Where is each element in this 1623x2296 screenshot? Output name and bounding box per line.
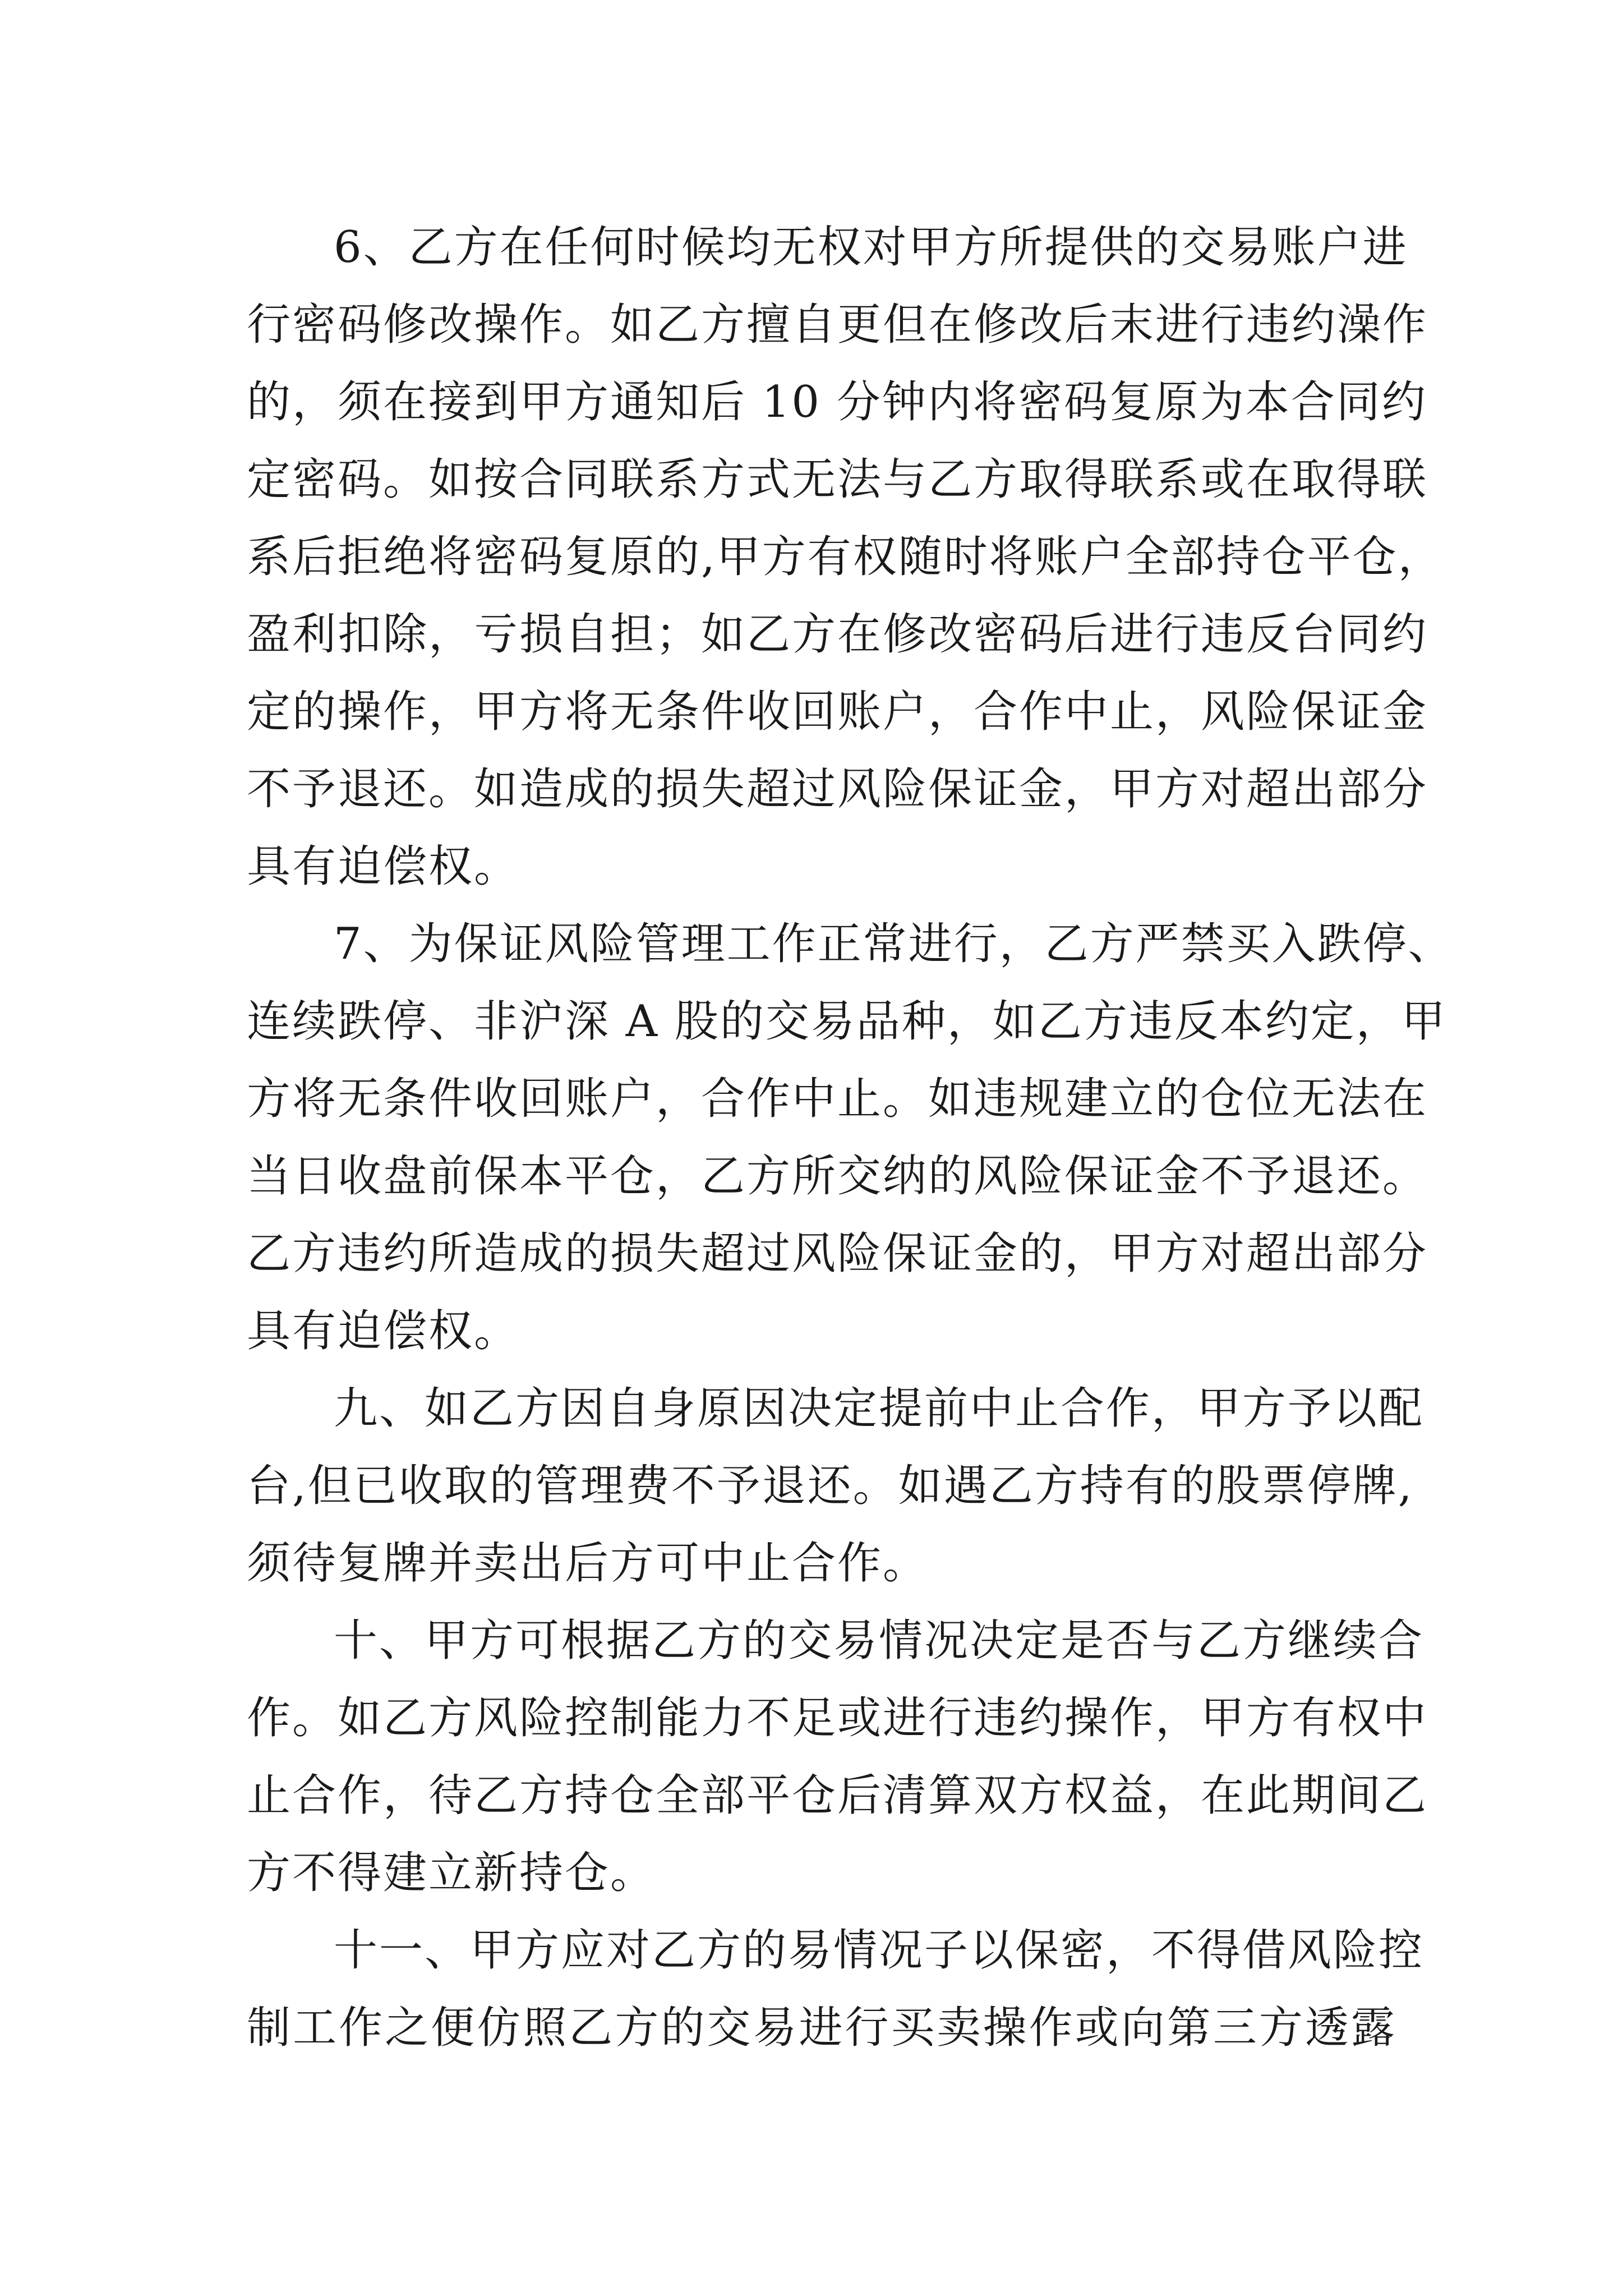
text-line: 作。如乙方风险控制能力不足或进行违约操作，甲方有权中 [247, 1693, 1428, 1743]
text-line: 十一、甲方应对乙方的易情况子以保密，不得借风险控 [334, 1925, 1424, 1976]
text-line: 系后拒绝将密码复原的,甲方有权随时将账户全部持仓平仓， [247, 532, 1444, 582]
text-line: 7、为保证风险管理工作正常进行，乙方严禁买入跌停、 [334, 919, 1454, 969]
paragraph-clause-11 [247, 1912, 1424, 2067]
text-line: 台,但已收取的管理费不予退还。如遇乙方持有的股票停牌, [247, 1461, 1414, 1511]
text-line: 具有迫偿权。 [247, 1306, 520, 1356]
text-line: 定的操作，甲方将无条件收回账户，合作中止，风险保证金 [247, 687, 1428, 737]
paragraph-clause-10 [247, 1602, 1428, 1912]
text-line: 6、乙方在任何时候均无权对甲方所提供的交易账户进 [334, 222, 1408, 273]
paragraph-clause-7 [247, 905, 1454, 1370]
text-line: 方不得建立新持仓。 [247, 1848, 656, 1898]
text-line: 当日收盘前保本平仓，乙方所交纳的风险保证金不予退还。 [247, 1151, 1428, 1202]
text-line: 定密码。如按合同联系方式无法与乙方取得联系或在取得联 [247, 454, 1428, 505]
text-line: 盈利扣除，亏损自担；如乙方在修改密码后进行违反台同约 [247, 609, 1428, 660]
text-line: 十、甲方可根据乙方的交易情况决定是否与乙方继续合 [334, 1616, 1424, 1666]
text-line: 行密码修改操作。如乙方擅自更但在修改后末进行违约澡作 [247, 300, 1428, 350]
text-line: 止合作，待乙方持仓全部平仓后清算双方权益，在此期间乙 [247, 1770, 1428, 1821]
text-line: 方将无条件收回账户，合作中止。如违规建立的仓位无法在 [247, 1074, 1428, 1124]
text-line: 乙方违约所造成的损失超过风险保证金的，甲方对超出部分 [247, 1228, 1428, 1279]
text-line: 的，须在接到甲方通知后 10 分钟内将密码复原为本合同约 [247, 377, 1427, 427]
text-line: 不予退还。如造成的损失超过风险保证金，甲方对超出部分 [247, 764, 1428, 815]
text-line: 九、如乙方因自身原因决定提前中止合作，甲方予以配 [334, 1383, 1424, 1434]
text-line: 具有迫偿权。 [247, 841, 520, 892]
paragraph-clause-6 [247, 209, 1444, 905]
text-line: 连续跌停、非沪深 A 股的交易品种，如乙方违反本约定，甲 [247, 996, 1447, 1047]
text-line: 须待复牌并卖出后方可中止合作。 [247, 1538, 929, 1589]
text-line: 制工作之便仿照乙方的交易进行买卖操作或向第三方透露 [247, 2003, 1396, 2053]
document-body [247, 209, 1454, 2067]
paragraph-clause-9 [247, 1370, 1424, 1602]
